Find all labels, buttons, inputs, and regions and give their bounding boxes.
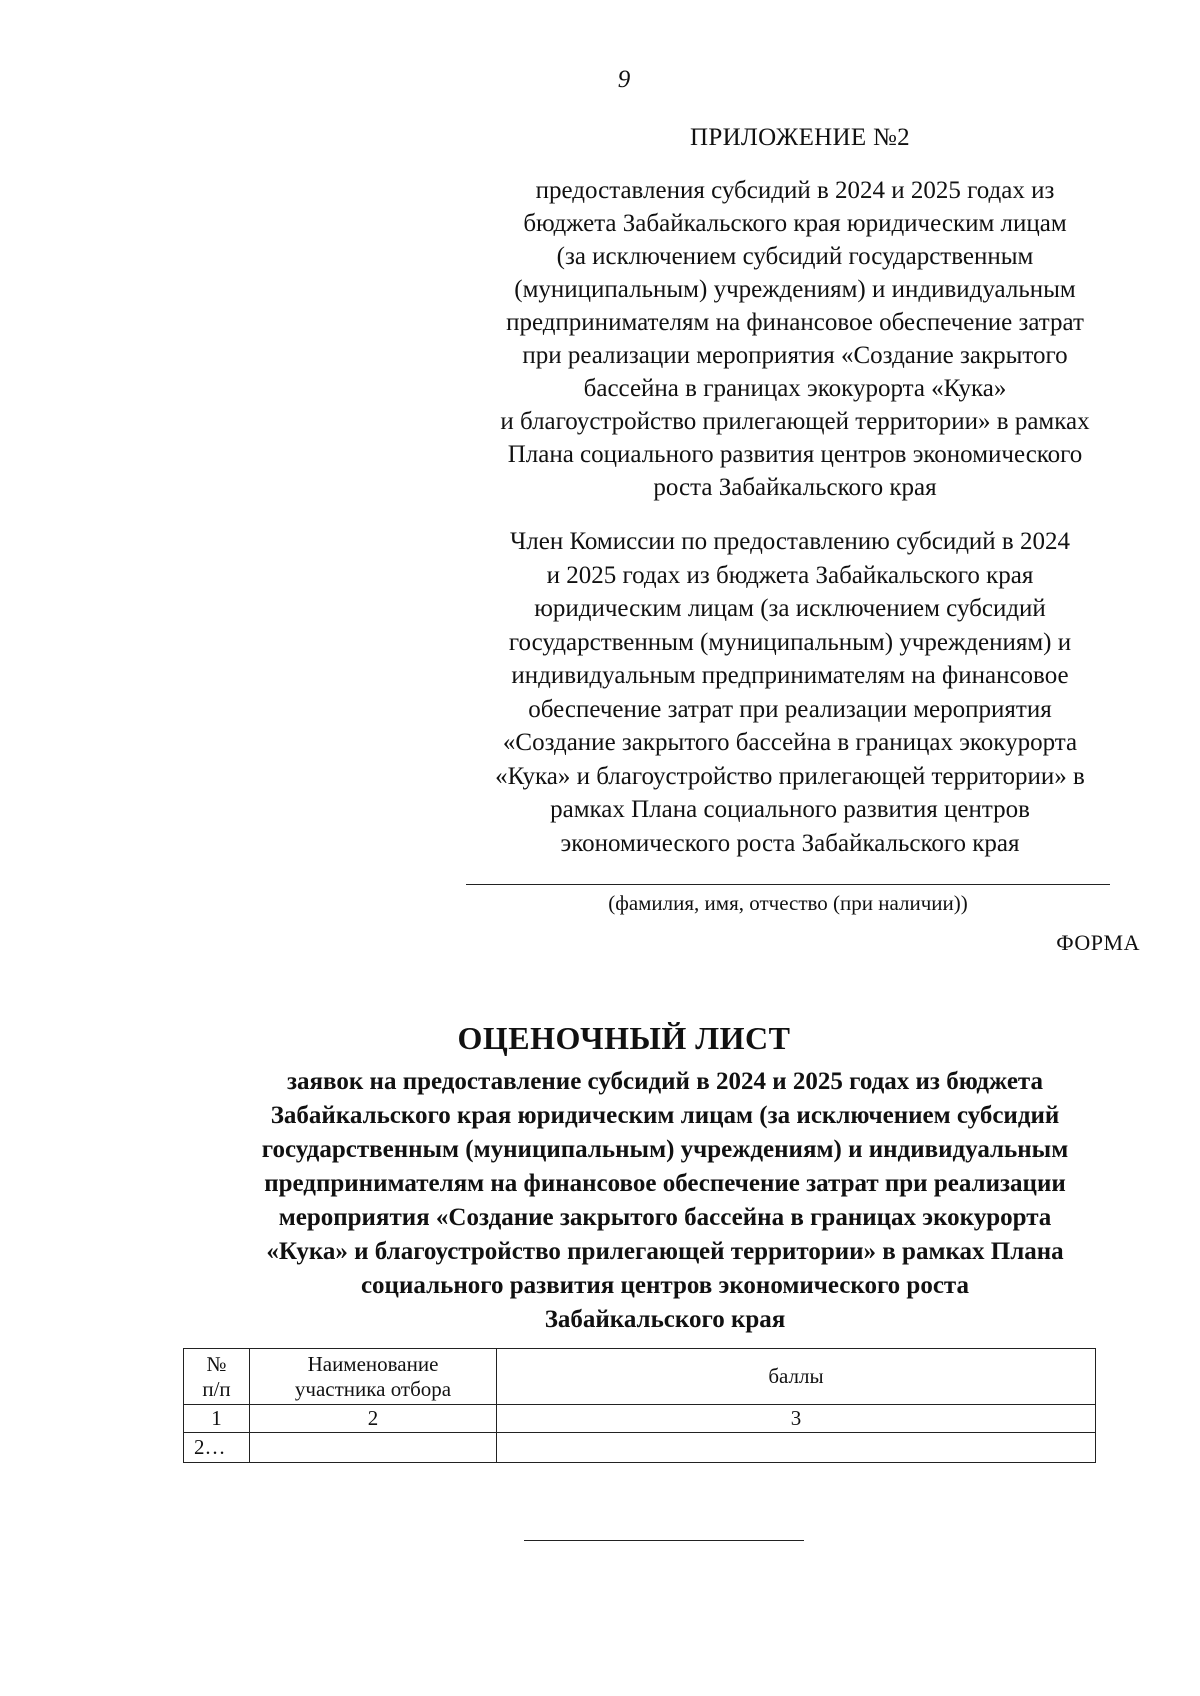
commission-member-line: рамках Плана социального развития центров (550, 796, 1030, 823)
subtitle-line: мероприятия «Создание закрытого бассейна в границах экокурорта (278, 1204, 1052, 1231)
commission-member-line: обеспечение затрат при реализации мероприятия (528, 695, 1052, 723)
signature-caption: (фамилия, имя, отчество (при наличии)) (608, 891, 968, 915)
appendix-line: бассейна в границах экокурорта «Кука» (583, 375, 1007, 402)
appendix-line: Плана социального развития центров экономического (507, 441, 1083, 468)
evaluation-sheet-title: ОЦЕНОЧНЫЙ ЛИСТ (457, 1020, 791, 1056)
evaluation-table (183, 1348, 1096, 1463)
commission-member-line: экономического роста Забайкальского края (560, 829, 1020, 857)
appendix-line: (муниципальным) учреждениям) и индивидуальным (514, 276, 1076, 303)
subtitle-line: «Кука» и благоустройство прилегающей территории» в рамках Плана (266, 1238, 1064, 1265)
commission-member-line: государственным (муниципальным) учреждениям) и (508, 628, 1072, 656)
table-cell: 1 (184, 1405, 250, 1433)
header-number-line2: п/п (202, 1376, 231, 1401)
subtitle-line: Забайкальского края юридическим лицам (за исключением субсидий (270, 1102, 1060, 1129)
table-index-row (184, 1405, 1096, 1433)
table-cell: 2 (250, 1405, 497, 1433)
signature-line (466, 884, 1110, 885)
appendix-description (440, 174, 1150, 504)
table-cell: 3 (497, 1405, 1096, 1433)
appendix-line: и благоустройство прилегающей территории» в рамках (500, 408, 1090, 435)
subtitle-line: социального развития центров экономического роста (360, 1272, 970, 1299)
appendix-line: предоставления субсидий в 2024 и 2025 годах из (535, 177, 1055, 204)
page-number: 9 (617, 66, 631, 93)
subtitle-line: государственным (муниципальным) учреждениям) и индивидуальным (261, 1136, 1069, 1163)
table-cell (497, 1433, 1096, 1463)
commission-member-line: индивидуальным предпринимателям на финансовое (511, 662, 1069, 689)
appendix-line: при реализации мероприятия «Создание закрытого (522, 342, 1068, 369)
closing-line (524, 1540, 804, 1541)
table-cell (250, 1433, 497, 1463)
appendix-line: бюджета Забайкальского края юридическим лицам (523, 210, 1067, 237)
commission-member-line: юридическим лицам (за исключением субсидий (534, 595, 1046, 622)
form-label: ФОРМА (1056, 930, 1140, 955)
header-name-line1: Наименование (307, 1351, 439, 1376)
appendix-title: ПРИЛОЖЕНИЕ №2 (690, 124, 910, 151)
subtitle-line: Забайкальского края (544, 1306, 786, 1333)
commission-member-block (440, 525, 1140, 860)
header-name-line2: участника отбора (294, 1376, 452, 1401)
appendix-line: (за исключением субсидий государственным (556, 243, 1034, 270)
commission-member-line: и 2025 годах из бюджета Забайкальского края (546, 561, 1034, 589)
evaluation-sheet-subtitle (150, 1065, 1180, 1337)
commission-member-line: «Кука» и благоустройство прилегающей территории» в (495, 762, 1085, 790)
header-number (184, 1349, 250, 1405)
appendix-line: предпринимателям на финансовое обеспечение затрат (506, 309, 1084, 336)
table-cell: 2… (184, 1433, 250, 1463)
header-score: баллы (497, 1349, 1096, 1405)
table-header-row (184, 1349, 1096, 1405)
commission-member-line: Член Комиссии по предоставлению субсидий в 2024 (510, 528, 1070, 555)
table-row (184, 1433, 1096, 1463)
appendix-line: роста Забайкальского края (653, 474, 937, 501)
header-number-line1: № (206, 1351, 227, 1376)
subtitle-line: заявок на предоставление субсидий в 2024 и 2025 годах из бюджета (286, 1068, 1044, 1095)
header-participant-name (250, 1349, 497, 1405)
commission-member-line: «Создание закрытого бассейна в границах экокурорта (502, 729, 1078, 756)
subtitle-line: предпринимателям на финансовое обеспечение затрат при реализации (264, 1170, 1066, 1197)
